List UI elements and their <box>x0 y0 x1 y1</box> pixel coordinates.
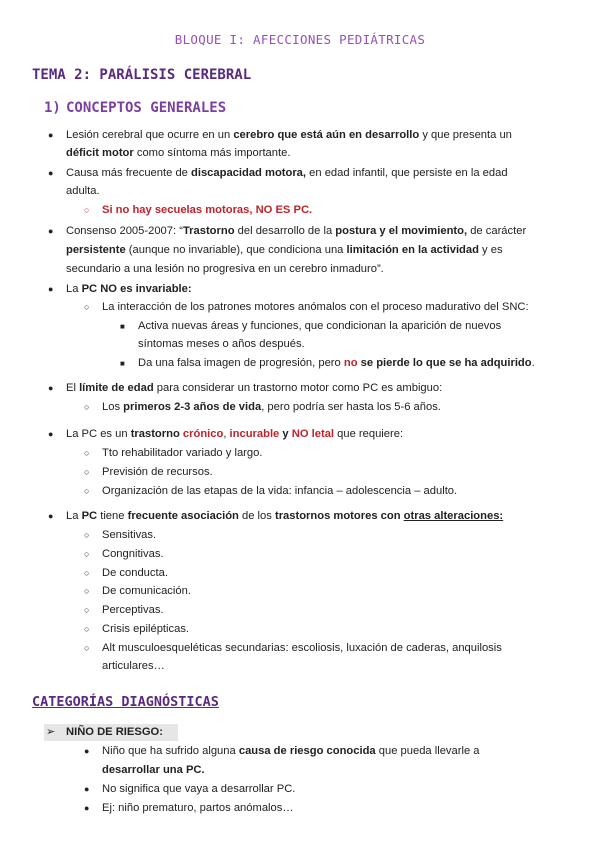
text-run: en edad infantil, que persiste en la edad <box>306 167 508 179</box>
text-bold: se pierde lo que se ha adquirido <box>357 357 532 369</box>
text-red: crónico <box>182 428 224 440</box>
risk-item-2: No significa que vaya a desarrollar PC. <box>102 783 296 795</box>
bullet-2-line1 <box>66 166 508 181</box>
bullet-dot: ● <box>48 168 54 178</box>
bullet-circle: ○ <box>84 205 90 215</box>
text-run: Los <box>102 401 124 413</box>
bullet-7-line1 <box>66 509 503 524</box>
text-bold: y <box>279 428 292 440</box>
bullet-7-item: Congnitivas. <box>102 548 164 560</box>
risk-title: NIÑO DE RIESGO: <box>66 726 163 738</box>
text-bold: causa de riesgo conocida <box>238 745 376 757</box>
text-run: Niño que ha sufrido alguna <box>102 745 239 757</box>
bullet-4-sub: La interacción de los patrones motores anómalos con el proceso madurativo del SNC: <box>102 301 529 313</box>
risk-item-1-line2 <box>102 763 205 778</box>
bullet-4-sq2 <box>138 356 535 371</box>
bullet-4-sq1-line2: síntomas meses o años después. <box>138 338 305 350</box>
bullet-dot: ● <box>48 511 54 521</box>
text-red: NO letal <box>291 428 335 440</box>
text-bold: persistente <box>66 244 126 256</box>
bullet-dot: ● <box>48 284 54 294</box>
text-bold: déficit motor <box>66 147 134 159</box>
text-run: El <box>66 382 80 394</box>
bullet-5-line1 <box>66 381 442 396</box>
bullet-7-item: Sensitivas. <box>102 529 157 541</box>
bullet-7-item: De conducta. <box>102 567 168 579</box>
arrow-icon: ➢ <box>46 726 56 738</box>
bullet-dot: ● <box>48 429 54 439</box>
text-bold: PC NO es invariable: <box>81 283 192 295</box>
text-run: que pueda llevarle a <box>375 745 480 757</box>
text-run: como síntoma más importante. <box>133 147 291 159</box>
text-bold: trastornos motores con <box>274 510 404 522</box>
bullet-circle: ○ <box>84 302 90 312</box>
bullet-5-sub <box>102 400 441 415</box>
bullet-square: ■ <box>120 322 125 331</box>
text-run: Da una falsa imagen de progresión, pero <box>138 357 344 369</box>
section-2-title: CATEGORÍAS DIAGNÓSTICAS <box>32 694 219 710</box>
bullet-7-last-line1: Alt musculoesqueléticas secundarias: escoliosis, luxación de caderas, anquilosis <box>102 642 502 654</box>
section-number: 1) <box>44 100 61 116</box>
bullet-dot: ● <box>84 784 90 794</box>
bullet-6-item: Previsión de recursos. <box>102 466 213 478</box>
text-bold: límite de edad <box>79 382 154 394</box>
text-run: Consenso 2005-2007: “ <box>66 225 183 237</box>
text-run: del desarrollo de la <box>234 225 336 237</box>
bullet-1-line2 <box>66 146 290 161</box>
bullet-circle: ○ <box>84 448 90 458</box>
text-run: . <box>531 357 535 369</box>
bullet-7-item: De comunicación. <box>102 585 191 597</box>
text-bold: trastorno <box>130 428 180 440</box>
bullet-6-item: Organización de las etapas de la vida: infancia – adolescencia – adulto. <box>102 485 458 497</box>
bullet-circle: ○ <box>84 605 90 615</box>
bullet-circle: ○ <box>84 402 90 412</box>
bullet-dot: ● <box>48 130 54 140</box>
text-run: y es <box>478 244 503 256</box>
text-run: Lesión cerebral que ocurre en un <box>66 129 234 141</box>
text-run: , <box>223 428 230 440</box>
bullet-square: ■ <box>120 359 125 368</box>
bullet-circle: ○ <box>84 549 90 559</box>
text-bold: PC <box>81 510 98 522</box>
text-bold: cerebro que está aún en desarrollo <box>233 129 420 141</box>
bullet-7-last-line2: articulares… <box>102 660 165 672</box>
text-run: y que presenta un <box>419 129 512 141</box>
text-run: que requiere: <box>334 428 404 440</box>
bullet-2-sub: Si no hay secuelas motoras, NO ES PC. <box>102 204 313 216</box>
bullet-3-line1 <box>66 224 526 239</box>
bullet-3-line3: secundario a una lesión no progresiva en un cerebro inmaduro”. <box>66 263 384 275</box>
text-run: de los <box>238 510 275 522</box>
text-run: La <box>66 510 82 522</box>
section-title: CONCEPTOS GENERALES <box>66 100 227 116</box>
block-header: BLOQUE I: AFECCIONES PEDIÁTRICAS <box>174 32 426 47</box>
text-run: , pero podría ser hasta los 5-6 años. <box>261 401 441 413</box>
text-red: no <box>343 357 358 369</box>
text-run: Causa más frecuente de <box>66 167 191 179</box>
text-run: tiene <box>97 510 128 522</box>
bullet-dot: ● <box>84 803 90 813</box>
bullet-circle: ○ <box>84 568 90 578</box>
text-bold: limitación en la actividad <box>346 244 479 256</box>
text-bold: desarrollar una PC. <box>102 764 205 776</box>
bullet-dot: ● <box>48 226 54 236</box>
topic-title: TEMA 2: PARÁLISIS CEREBRAL <box>32 67 252 83</box>
bullet-circle: ○ <box>84 530 90 540</box>
bullet-dot: ● <box>48 383 54 393</box>
risk-item-1-line1 <box>102 744 480 759</box>
bullet-2-line2: adulta. <box>66 185 100 197</box>
bullet-circle: ○ <box>84 467 90 477</box>
text-red: incurable <box>229 428 280 440</box>
text-run: La <box>66 283 82 295</box>
bullet-circle: ○ <box>84 624 90 634</box>
bullet-6-item: Tto rehabilitador variado y largo. <box>102 447 263 459</box>
text-bold-underline: otras alteraciones: <box>403 510 504 522</box>
bullet-6-line1 <box>66 427 403 442</box>
bullet-4-line1 <box>66 282 192 297</box>
text-run: La PC es un <box>66 428 131 440</box>
bullet-circle: ○ <box>84 586 90 596</box>
bullet-dot: ● <box>84 746 90 756</box>
text-bold: Trastorno <box>182 225 235 237</box>
text-bold: discapacidad motora, <box>191 167 307 179</box>
text-bold: primeros 2-3 años de vida <box>123 401 262 413</box>
bullet-circle: ○ <box>84 643 90 653</box>
bullet-3-line2 <box>66 243 503 258</box>
text-run: (aunque no invariable), que condiciona una <box>125 244 347 256</box>
risk-item-3: Ej: niño prematuro, partos anómalos… <box>102 802 294 814</box>
text-bold: postura y el movimiento, <box>335 225 468 237</box>
bullet-4-sq1-line1: Activa nuevas áreas y funciones, que condicionan la aparición de nuevos <box>138 320 502 332</box>
bullet-1-line1 <box>66 128 512 143</box>
bullet-circle: ○ <box>84 486 90 496</box>
text-bold: frecuente asociación <box>127 510 239 522</box>
text-run: para considerar un trastorno motor como PC es ambiguo: <box>153 382 443 394</box>
bullet-7-item: Crisis epilépticas. <box>102 623 190 635</box>
bullet-7-item: Perceptivas. <box>102 604 164 616</box>
text-run: de carácter <box>467 225 527 237</box>
